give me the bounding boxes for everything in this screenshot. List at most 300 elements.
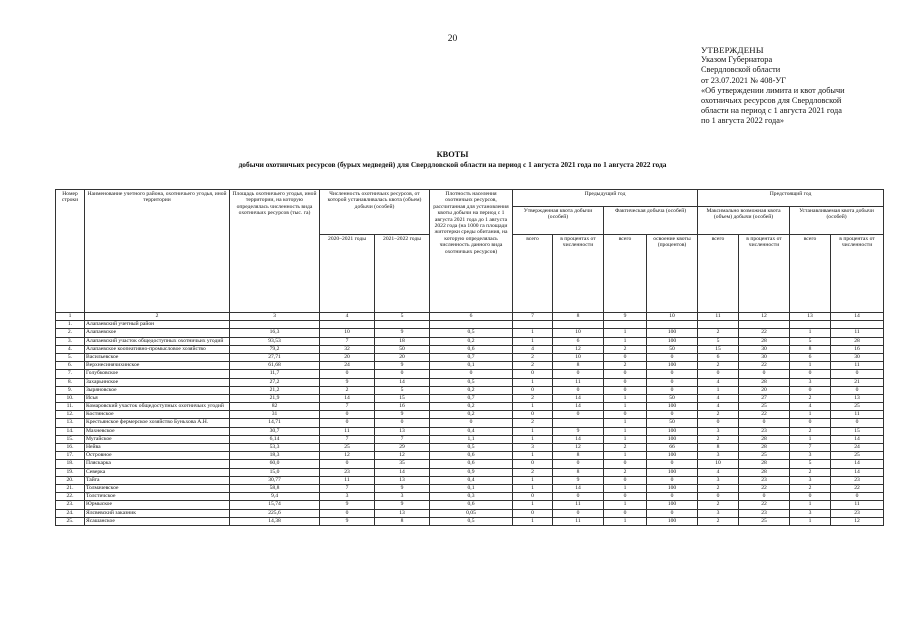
header-prev-quota-total: всего [513, 235, 553, 313]
value-cell: 1 [604, 337, 647, 345]
row-number-cell: 3. [56, 337, 85, 345]
value-cell: 225,6 [230, 509, 320, 517]
column-index-cell: 4 [320, 313, 375, 321]
value-cell: 0 [553, 509, 604, 517]
row-number-cell: 12. [56, 411, 85, 419]
row-number-cell: 17. [56, 452, 85, 460]
document-subtitle: добычи охотничьих ресурсов (бурых медведей) для Свердловской области на период с 1 августа 2021 года по 1 августа 2022 года [238, 160, 667, 169]
value-cell: 14 [831, 435, 884, 443]
header-prev-quota-pct: в процентах от численности [553, 235, 604, 313]
value-cell: 0 [553, 411, 604, 419]
value-cell: 0 [739, 493, 790, 501]
column-index-cell: 12 [739, 313, 790, 321]
value-cell: 1 [513, 427, 553, 435]
value-cell: 1 [698, 386, 739, 394]
table-row [56, 509, 884, 517]
value-cell: 0 [831, 493, 884, 501]
value-cell: 7 [375, 435, 430, 443]
value-cell: 0 [513, 509, 553, 517]
header-next-max-total: всего [698, 235, 739, 313]
value-cell: 24 [831, 444, 884, 452]
value-cell: 0,6 [430, 345, 513, 353]
value-cell: 14,38 [230, 517, 320, 525]
value-cell [604, 321, 647, 329]
value-cell: 20 [320, 353, 375, 361]
value-cell: 100 [647, 468, 698, 476]
table-row [56, 329, 884, 337]
value-cell: 8 [553, 468, 604, 476]
approval-line: Указом Губернатора [701, 55, 773, 65]
value-cell: 0,5 [430, 444, 513, 452]
header-next-max-pct: в процентах от численности [739, 235, 790, 313]
value-cell: 12 [831, 517, 884, 525]
value-cell: 0 [647, 509, 698, 517]
value-cell: 0,7 [430, 353, 513, 361]
value-cell: 100 [647, 403, 698, 411]
value-cell: 0 [790, 370, 831, 378]
value-cell: 100 [647, 337, 698, 345]
value-cell: 9 [320, 517, 375, 525]
header-density: Плотность населения охотничьих ресурсов, рассчитанная для установления квоты добычи на период с 1 августа 2021 года до 1 августа 2022 года (на 1000 га площади житотерки среды обитания, на которую определялась численность данного вида охотничьих ресурсов) [430, 190, 513, 313]
value-cell: 1 [513, 517, 553, 525]
value-cell [513, 321, 553, 329]
column-index-cell: 7 [513, 313, 553, 321]
value-cell: 60,0 [230, 460, 320, 468]
value-cell: 50 [647, 345, 698, 353]
row-number-cell: 9. [56, 386, 85, 394]
value-cell: 53,3 [230, 444, 320, 452]
value-cell: 13 [375, 476, 430, 484]
territory-name-cell: Голубковское [85, 370, 230, 378]
value-cell: 1 [790, 501, 831, 509]
value-cell: 28 [739, 435, 790, 443]
value-cell: 0 [513, 493, 553, 501]
value-cell: 0 [553, 460, 604, 468]
table-row [56, 435, 884, 443]
value-cell: 12 [320, 452, 375, 460]
value-cell: 6 [790, 353, 831, 361]
row-number-cell: 19. [56, 468, 85, 476]
value-cell: 1 [790, 517, 831, 525]
value-cell: 22 [739, 484, 790, 492]
value-cell [320, 321, 375, 329]
value-cell: 15 [375, 394, 430, 402]
value-cell: 28 [739, 337, 790, 345]
approval-line: охотничьих ресурсов для Свердловской [701, 96, 842, 106]
table-row [56, 345, 884, 353]
value-cell: 28 [739, 468, 790, 476]
value-cell: 61,68 [230, 362, 320, 370]
header-name: Наименование учетного района, охотничьего угодья, иной территории [85, 190, 230, 313]
value-cell: 11 [831, 329, 884, 337]
value-cell: 2 [698, 362, 739, 370]
value-cell: 3 [698, 476, 739, 484]
value-cell: 100 [647, 452, 698, 460]
header-pop-2021: 2021–2022 годы [375, 235, 430, 313]
value-cell [430, 321, 513, 329]
value-cell: 0 [739, 370, 790, 378]
value-cell: 0,2 [430, 337, 513, 345]
header-next-year: Предстоящий год [698, 190, 884, 207]
value-cell: 9 [375, 501, 430, 509]
value-cell: 13 [831, 394, 884, 402]
value-cell: 0 [553, 386, 604, 394]
territory-name-cell: Захарьинское [85, 378, 230, 386]
territory-name-cell: Костинское [85, 411, 230, 419]
value-cell: 0 [430, 419, 513, 427]
value-cell: 1 [513, 476, 553, 484]
value-cell: 0,6 [430, 501, 513, 509]
value-cell: 13 [375, 509, 430, 517]
approval-line: области на период с 1 августа 2021 года [701, 106, 842, 116]
value-cell: 100 [647, 362, 698, 370]
value-cell: 0,5 [430, 329, 513, 337]
value-cell: 0 [430, 370, 513, 378]
value-cell: 30 [739, 345, 790, 353]
value-cell: 1 [604, 501, 647, 509]
value-cell: 9 [375, 484, 430, 492]
value-cell: 25 [831, 403, 884, 411]
header-prev-quota: Утвержденная квота добычи (особей) [513, 207, 604, 235]
table-row [56, 386, 884, 394]
value-cell: 0,4 [430, 476, 513, 484]
value-cell: 8 [698, 444, 739, 452]
value-cell: 0 [513, 370, 553, 378]
value-cell: 11,7 [230, 370, 320, 378]
value-cell: 28 [739, 460, 790, 468]
value-cell: 20 [739, 386, 790, 394]
value-cell: 14 [553, 484, 604, 492]
value-cell: 82 [230, 403, 320, 411]
value-cell: 13 [375, 427, 430, 435]
row-number-cell: 5. [56, 353, 85, 361]
value-cell: 100 [647, 329, 698, 337]
row-number-cell: 14. [56, 427, 85, 435]
value-cell: 0 [604, 370, 647, 378]
value-cell: 0,6 [430, 460, 513, 468]
value-cell: 0 [698, 370, 739, 378]
row-number-cell: 1. [56, 321, 85, 329]
value-cell: 0 [375, 419, 430, 427]
value-cell: 2 [604, 362, 647, 370]
column-index-cell: 8 [553, 313, 604, 321]
territory-name-cell: Тайга [85, 476, 230, 484]
value-cell: 10 [320, 329, 375, 337]
value-cell: 10 [553, 329, 604, 337]
value-cell: 0 [831, 386, 884, 394]
value-cell: 28 [739, 378, 790, 386]
value-cell: 1 [790, 435, 831, 443]
row-number-cell: 6. [56, 362, 85, 370]
value-cell: 14,71 [230, 419, 320, 427]
header-prev-actual-total: всего [604, 235, 647, 313]
column-index-cell: 9 [604, 313, 647, 321]
territory-name-cell: Мугайское [85, 435, 230, 443]
value-cell: 0 [647, 411, 698, 419]
value-cell: 58,8 [230, 484, 320, 492]
value-cell: 16 [831, 345, 884, 353]
value-cell: 9 [375, 329, 430, 337]
value-cell: 6,14 [230, 435, 320, 443]
value-cell: 15,0 [230, 468, 320, 476]
territory-name-cell: Махневское [85, 427, 230, 435]
row-number-cell: 21. [56, 484, 85, 492]
value-cell: 0 [604, 411, 647, 419]
header-prev-year: Предыдущий год [513, 190, 698, 207]
value-cell: 12 [375, 452, 430, 460]
value-cell: 6 [698, 353, 739, 361]
table-row [56, 460, 884, 468]
value-cell: 25 [831, 452, 884, 460]
value-cell: 0,1 [430, 362, 513, 370]
value-cell: 2 [513, 468, 553, 476]
table-row [56, 353, 884, 361]
value-cell: 8 [553, 362, 604, 370]
territory-name-cell: Пляскарка [85, 460, 230, 468]
value-cell: 50 [647, 419, 698, 427]
value-cell: 1 [513, 329, 553, 337]
header-area: Площадь охотничьего угодья, иной территории, на которую определялась численность вида охотничьих ресурсов (тыс. га) [230, 190, 320, 313]
territory-name-cell: Северка [85, 468, 230, 476]
value-cell: 14 [831, 460, 884, 468]
value-cell: 10 [553, 353, 604, 361]
value-cell: 11 [831, 362, 884, 370]
territory-name-cell: Верхнесинячихинское [85, 362, 230, 370]
table-row [56, 378, 884, 386]
territory-name-cell: Алапаевское коопеативно-промысловое хозяйство [85, 345, 230, 353]
table-row [56, 484, 884, 492]
table-row [56, 517, 884, 525]
value-cell [553, 419, 604, 427]
value-cell: 2 [513, 419, 553, 427]
table-row [56, 444, 884, 452]
document-title: КВОТЫ [436, 150, 469, 159]
row-number-cell: 13. [56, 419, 85, 427]
row-number-cell: 23. [56, 501, 85, 509]
value-cell [647, 321, 698, 329]
row-number-cell: 7. [56, 370, 85, 378]
value-cell: 100 [647, 427, 698, 435]
value-cell: 100 [647, 484, 698, 492]
value-cell: 20 [375, 353, 430, 361]
value-cell: 11 [553, 501, 604, 509]
value-cell: 14 [320, 394, 375, 402]
value-cell: 0 [553, 370, 604, 378]
value-cell: 11 [553, 378, 604, 386]
approval-line: Свердловской области [701, 65, 781, 75]
value-cell: 16 [375, 403, 430, 411]
value-cell: 30,7 [230, 427, 320, 435]
value-cell: 7 [790, 444, 831, 452]
value-cell: 22 [739, 329, 790, 337]
value-cell: 0 [698, 493, 739, 501]
territory-name-cell: Зыряновское [85, 386, 230, 394]
value-cell: 23 [739, 476, 790, 484]
value-cell: 66 [647, 444, 698, 452]
value-cell: 32 [320, 345, 375, 353]
value-cell: 0 [320, 370, 375, 378]
value-cell: 10 [698, 460, 739, 468]
value-cell: 1 [513, 337, 553, 345]
value-cell: 9,4 [230, 493, 320, 501]
value-cell: 0,05 [430, 509, 513, 517]
value-cell: 50 [647, 394, 698, 402]
value-cell: 0 [647, 353, 698, 361]
value-cell: 0 [831, 419, 884, 427]
territory-name-cell: Толмачевское [85, 484, 230, 492]
value-cell: 15 [831, 427, 884, 435]
row-number-cell: 2. [56, 329, 85, 337]
header-prev-actual: Фактическая добыча (особей) [604, 207, 698, 235]
value-cell: 5 [790, 337, 831, 345]
column-index-cell: 6 [430, 313, 513, 321]
value-cell: 2 [604, 468, 647, 476]
value-cell: 3 [698, 427, 739, 435]
value-cell: 2 [790, 394, 831, 402]
row-number-cell: 25. [56, 517, 85, 525]
value-cell: 0,9 [430, 468, 513, 476]
value-cell: 1 [604, 419, 647, 427]
value-cell: 1 [513, 403, 553, 411]
value-cell: 18,3 [230, 452, 320, 460]
value-cell: 0 [831, 370, 884, 378]
value-cell: 9 [553, 476, 604, 484]
value-cell: 1 [513, 484, 553, 492]
value-cell: 14 [553, 403, 604, 411]
value-cell [831, 321, 884, 329]
value-cell: 50 [375, 345, 430, 353]
value-cell: 0 [790, 419, 831, 427]
approval-line: «Об утверждении лимита и квот добычи [701, 85, 845, 95]
column-index-cell: 2 [85, 313, 230, 321]
approval-heading: УТВЕРЖДЕНЫ [701, 45, 764, 55]
value-cell: 9 [553, 427, 604, 435]
value-cell [790, 321, 831, 329]
value-cell: 1 [790, 362, 831, 370]
row-number-cell: 15. [56, 435, 85, 443]
value-cell: 25 [739, 403, 790, 411]
header-row-number: Номер строки [56, 190, 85, 313]
value-cell: 12 [553, 444, 604, 452]
value-cell: 23 [320, 468, 375, 476]
table-row [56, 394, 884, 402]
table-row [56, 427, 884, 435]
value-cell: 11 [831, 411, 884, 419]
header-pop-2020: 2020–2021 годы [320, 235, 375, 313]
value-cell: 2 [790, 427, 831, 435]
value-cell: 1 [604, 329, 647, 337]
table-row [56, 370, 884, 378]
territory-name-cell: Ясашанское [85, 517, 230, 525]
value-cell: 0 [739, 419, 790, 427]
value-cell: 25 [739, 517, 790, 525]
row-number-cell: 4. [56, 345, 85, 353]
column-index-row [56, 313, 884, 321]
value-cell: 11 [553, 517, 604, 525]
row-number-cell: 18. [56, 460, 85, 468]
territory-name-cell: Крестьянское фермерское хозяйство Буньхова А.Н. [85, 419, 230, 427]
value-cell: 0 [647, 460, 698, 468]
value-cell: 21,9 [230, 394, 320, 402]
value-cell: 0,5 [430, 517, 513, 525]
value-cell: 5 [790, 460, 831, 468]
header-population: Численность охотничьих ресурсов, от которой устанавливалась квота (объем) добычи (особей) [320, 190, 430, 235]
value-cell: 4 [698, 378, 739, 386]
value-cell: 3 [790, 476, 831, 484]
value-cell: 9 [320, 501, 375, 509]
value-cell: 21,2 [230, 386, 320, 394]
table-row [56, 411, 884, 419]
value-cell: 23 [831, 509, 884, 517]
row-number-cell: 11. [56, 403, 85, 411]
value-cell: 0,2 [430, 403, 513, 411]
value-cell: 0 [513, 411, 553, 419]
value-cell: 22 [739, 362, 790, 370]
value-cell: 1 [513, 452, 553, 460]
value-cell: 14 [375, 378, 430, 386]
column-index-cell: 5 [375, 313, 430, 321]
value-cell: 9 [375, 362, 430, 370]
table-row [56, 362, 884, 370]
territory-name-cell: Юрмыское [85, 501, 230, 509]
value-cell: 0 [604, 378, 647, 386]
value-cell: 1 [604, 403, 647, 411]
value-cell: 100 [647, 435, 698, 443]
value-cell: 3 [698, 452, 739, 460]
value-cell: 14 [553, 394, 604, 402]
territory-name-cell: Толстичское [85, 493, 230, 501]
value-cell: 3 [698, 509, 739, 517]
table-row [56, 493, 884, 501]
value-cell: 0 [604, 353, 647, 361]
row-number-cell: 16. [56, 444, 85, 452]
row-number-cell: 8. [56, 378, 85, 386]
value-cell: 0 [604, 493, 647, 501]
row-number-cell: 10. [56, 394, 85, 402]
territory-name-cell: Нейва [85, 444, 230, 452]
value-cell: 4 [698, 394, 739, 402]
territory-name-cell: Ялсвевский заказник [85, 509, 230, 517]
value-cell: 0 [320, 509, 375, 517]
row-number-cell: 20. [56, 476, 85, 484]
value-cell: 0,1 [430, 484, 513, 492]
value-cell: 3 [790, 452, 831, 460]
value-cell: 12 [553, 345, 604, 353]
value-cell: 0 [604, 460, 647, 468]
value-cell: 0 [790, 493, 831, 501]
column-index-cell: 11 [698, 313, 739, 321]
value-cell: 22 [739, 501, 790, 509]
value-cell: 0 [513, 386, 553, 394]
value-cell: 30 [739, 353, 790, 361]
value-cell: 2 [604, 444, 647, 452]
value-cell: 2 [790, 468, 831, 476]
value-cell: 2 [698, 501, 739, 509]
column-index-cell: 3 [230, 313, 320, 321]
value-cell: 0 [375, 370, 430, 378]
value-cell: 0,4 [430, 427, 513, 435]
value-cell: 3 [790, 509, 831, 517]
value-cell: 21 [831, 378, 884, 386]
value-cell [698, 321, 739, 329]
table-row [56, 468, 884, 476]
value-cell: 5 [698, 337, 739, 345]
value-cell: 2 [698, 435, 739, 443]
value-cell: 0 [647, 378, 698, 386]
value-cell [739, 321, 790, 329]
value-cell: 28 [739, 444, 790, 452]
value-cell: 35 [375, 460, 430, 468]
